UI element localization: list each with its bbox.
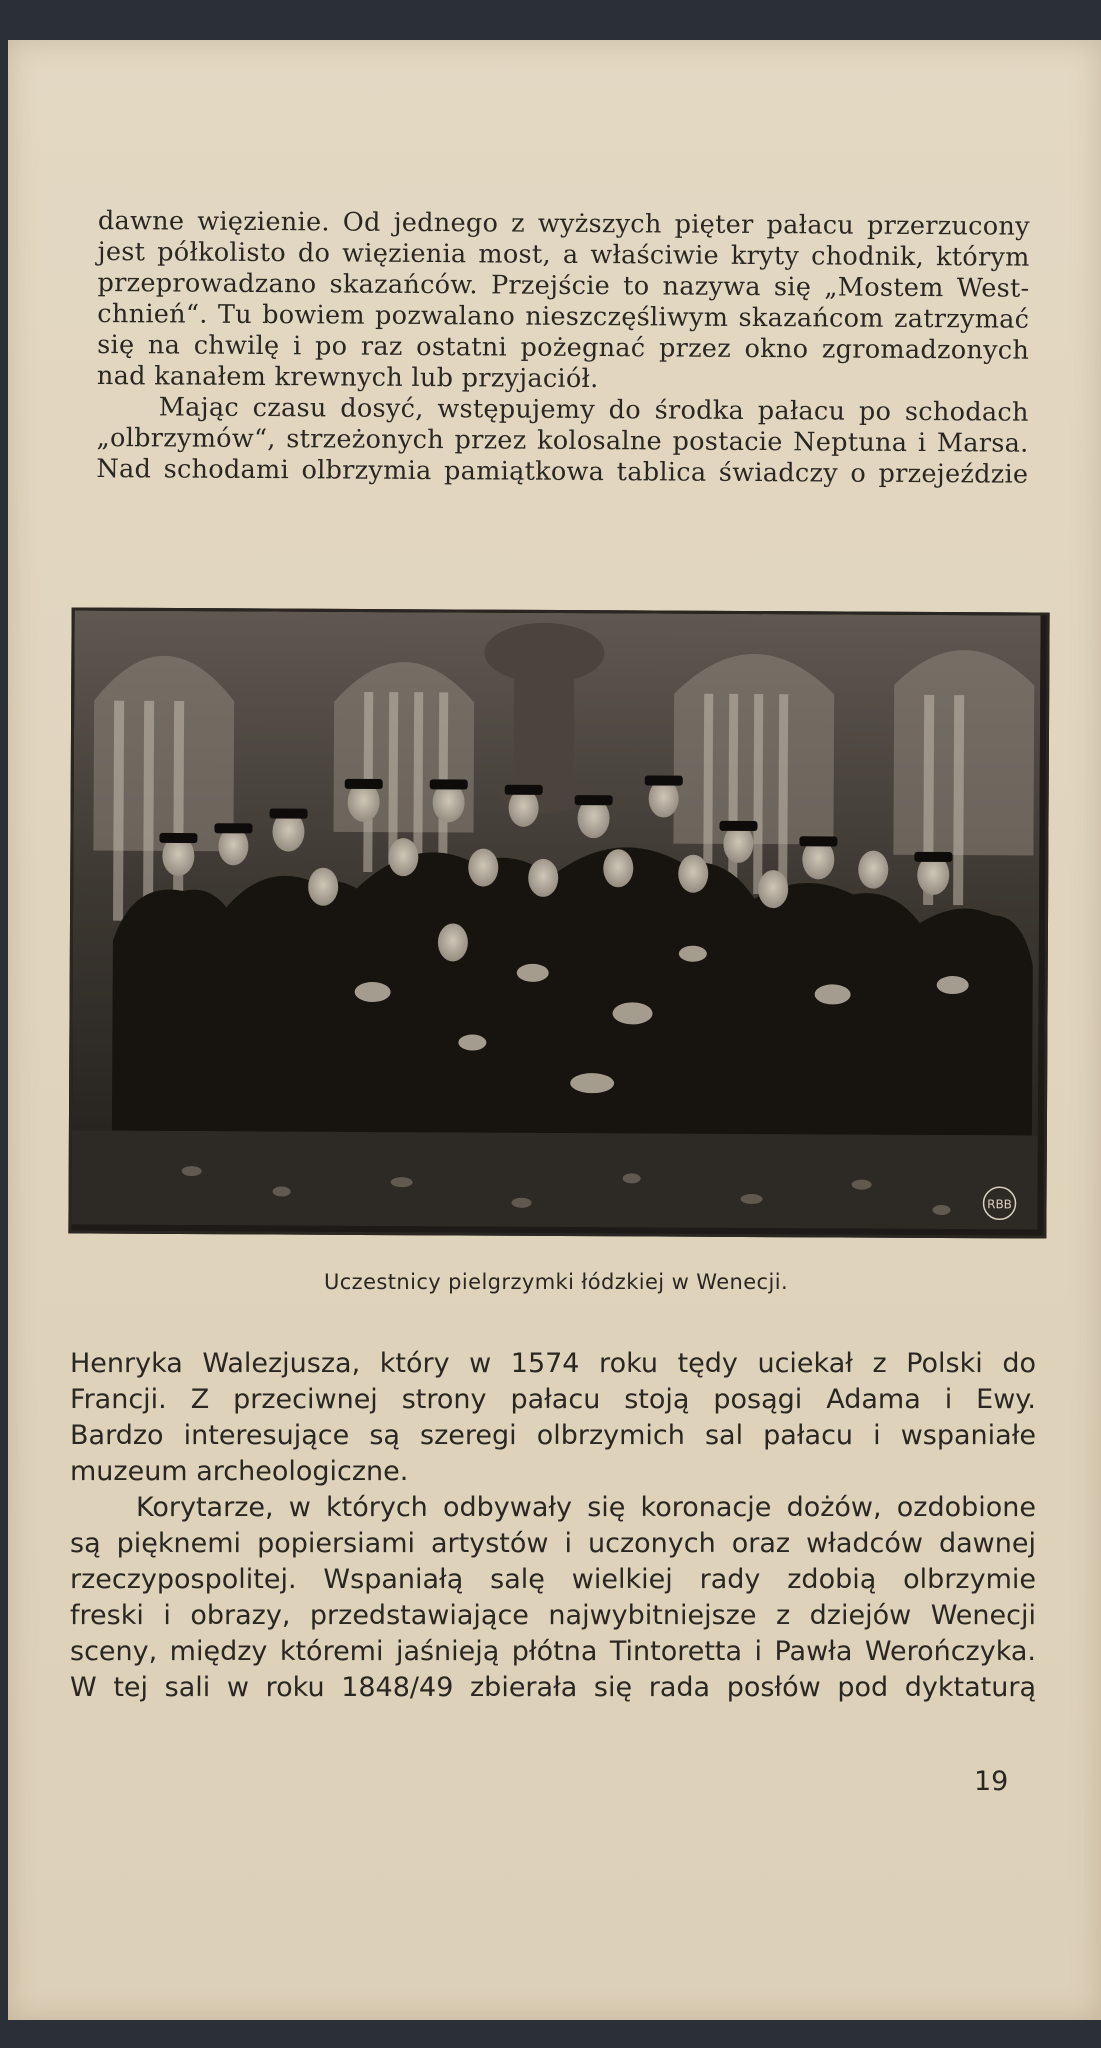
text-line: Korytarze, w których odbywały się koronacje dożów, ozdobione	[136, 1492, 1036, 1523]
text-line: Francji. Z przeciwnej strony pałacu stoją posągi Adama i Ewy.	[70, 1384, 1036, 1415]
text-line: jest półkolisto do więzienia most, a właściwie kryty chodnik, którym	[97, 236, 1030, 273]
text-line: nad kanałem krewnych lub przyjaciół.	[96, 360, 599, 395]
text-line: przeprowadzano skazańców. Przejście to nazywa się „Mostem West-	[97, 267, 1030, 304]
text-line: Mając czasu dosyć, wstępujemy do środka pałacu po schodach	[158, 392, 1029, 428]
text-line: Bardzo interesujące są szeregi olbrzymich sal pałacu i wspaniałe	[70, 1420, 1036, 1451]
text-line: Nad schodami olbrzymia pamiątkowa tablica świadczy o przejeździe	[96, 453, 1029, 490]
text-line: muzeum archeologiczne.	[70, 1456, 409, 1487]
text-line: są pięknemi popiersiami artystów i uczonych oraz władców dawnej	[70, 1528, 1036, 1559]
text-line: chnień“. Tu bowiem pozwalano nieszczęśliwym skazańcom zatrzymać	[97, 298, 1030, 335]
text-line: W tej sali w roku 1848/49 zbierała się rada posłów pod dyktaturą	[70, 1672, 1036, 1703]
photo-caption: Uczestnicy pielgrzymki łódzkiej w Wenecji.	[323, 1270, 789, 1294]
text-line: Henryka Walezjusza, który w 1574 roku tędy uciekał z Polski do	[70, 1348, 1036, 1379]
text-line: „olbrzymów“, strzeżonych przez kolosalne postacie Neptuna i Marsa.	[96, 422, 1029, 459]
text-line: się na chwilę i po raz ostatni pożegnać przez okno zgromadzonych	[97, 329, 1030, 366]
book-page	[8, 40, 1101, 2020]
bottom-paragraphs	[70, 1346, 1036, 1706]
text-line: dawne więzienie. Od jednego z wyższych pięter pałacu przerzucony	[97, 206, 1030, 242]
group-photo-image	[71, 610, 1040, 1229]
text-line: freski i obrazy, przedstawiające najwybitniejsze z dziejów Wenecji	[70, 1600, 1036, 1631]
top-paragraphs	[96, 206, 1030, 491]
text-line: sceny, między któremi jaśnieją płótna Tintoretta i Pawła Werończyka.	[70, 1636, 1036, 1667]
group-photo	[68, 607, 1049, 1238]
text-line: rzeczypospolitej. Wspaniałą salę wielkiej rady zdobią olbrzymie	[70, 1564, 1036, 1595]
page-number: 19	[974, 1766, 1009, 1797]
svg-text:RBB: RBB	[987, 1197, 1012, 1212]
